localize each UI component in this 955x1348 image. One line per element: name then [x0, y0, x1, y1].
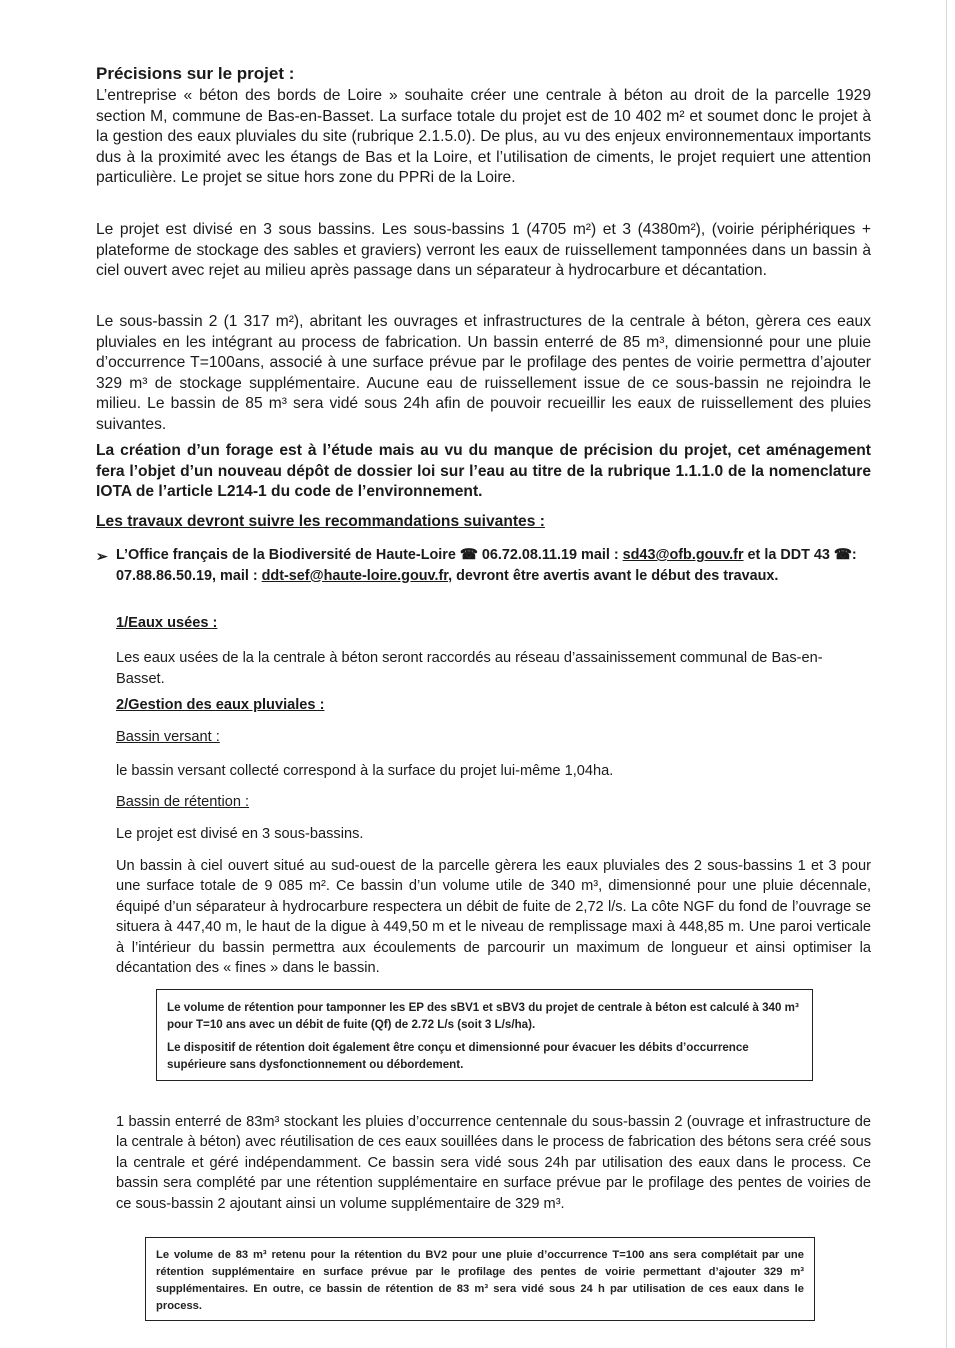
retention-summary-box-1 — [156, 989, 813, 1081]
scan-edge-line — [946, 0, 947, 1348]
paragraph-forage: La création d’un forage est à l’étude mais au vu du manque de précision du projet, cet aménagement fera l’objet d’un nouveau dépôt de dossier loi sur l’eau au titre de la rubrique 1.1.1.0 de la nomenclature IOTA de l’article L214-1 du code de l’environnement. — [96, 442, 871, 501]
email-link-ddt[interactable]: ddt-sef@haute-loire.gouv.fr — [261, 567, 449, 584]
contact-ofb-phone: 06.72.08.11.19 mail : — [477, 547, 623, 563]
recommendations-heading: Les travaux devront suivre les recommandations suivantes : — [96, 513, 545, 530]
section-1-text: Les eaux usées de la la centrale à béton seront raccordés au réseau d’assainissement communal de Bas-en-Basset. — [116, 650, 823, 687]
bassin-versant-heading: Bassin versant : — [116, 729, 220, 745]
phone-icon: ☎ — [459, 547, 478, 563]
bassin-versant-text: le bassin versant collecté correspond à la surface du projet lui-même 1,04ha. — [116, 763, 614, 779]
bassin-retention-intro: Le projet est divisé en 3 sous-bassins. — [116, 826, 364, 842]
paragraph-intro: L’entreprise « béton des bords de Loire » souhaite créer une centrale à béton au droit de la parcelle 1929 section M, commune de Bas-en-Basset. La surface totale du projet est de 10 402 m² et soumet donc le projet à la gestion des eaux pluviales du site (rubrique 2.1.5.0). De plus, au vu des enjeux environnementaux importants dus à la proximité avec les étangs de Bas et la Loire, et l’utilisation de ciments, le projet requiert une attention particulière. Le projet se situe hors zone du PPRi de la Loire. — [96, 87, 871, 187]
contact-ddt-phone: : 07.88.86.50.19, mail : — [116, 547, 857, 584]
contact-warning-text: , devront être avertis avant le début des travaux. — [448, 567, 779, 584]
paragraph-bv2: 1 bassin enterré de 83m³ stockant les pluies d’occurrence centennale du sous-bassin 2 (ouvrage et infrastructure de la centrale à béton) avec réutilisation de ces eaux souillées dans le process de fabrication des bétons sera créé sous la centrale et géré indépendamment. Ce bassin sera vidé sous 24h par utilisation des eaux dans le process. Ce bassin sera complété par une rétention supplémentaire en surface prévue par le profilage des pentes de voiries de ce sous-bassin 2 ajoutant ainsi un volume supplémentaire de 329 m³. — [116, 1114, 871, 1212]
section-2-heading: 2/Gestion des eaux pluviales : — [116, 697, 325, 713]
bullet-arrow-icon: ➢ — [96, 548, 108, 564]
paragraph-sub-basins: Le projet est divisé en 3 sous bassins. Les sous-bassins 1 (4705 m²) et 3 (4380m²), (voirie périphériques + plateforme de stockage des sables et graviers) verront les eaux de ruissellement tamponnées dans un bassin à ciel ouvert avec rejet au milieu après passage dans un séparateur à hydrocarbure et décantation. — [96, 221, 871, 280]
page-title: Précisions sur le projet : — [96, 64, 295, 83]
box-1-line-1: Le volume de rétention pour tamponner les EP des sBV1 et sBV3 du projet de centrale à béton est calculé à 340 m³ pour T=10 ans avec un débit de fuite (Qf) de 2.72 L/s (soit 3 L/s/ha). — [167, 1001, 799, 1031]
email-link-ofb[interactable]: sd43@ofb.gouv.fr — [622, 547, 744, 563]
box-1-line-2: Le dispositif de rétention doit également être conçu et dimensionné pour évacuer les débits d’occurrence supérieure sans dysfonctionnement ou débordement. — [167, 1041, 749, 1071]
retention-summary-box-2: Le volume de 83 m³ retenu pour la rétention du BV2 pour une pluie d’occurrence T=100 ans sera complétait par une rétention supplémentaire en surface prévue par le profilage des pentes de voirie permettant d’ajouter 329 m³ supplémentaires. En outre, ce bassin de rétention de 83 m³ sera vidé sous 24 h par utilisation de ces eaux dans le process. — [145, 1237, 815, 1321]
paragraph-sub-basin-2: Le sous-bassin 2 (1 317 m²), abritant les ouvrages et infrastructures de la centrale à béton, gèrera ces eaux pluviales en les intégrant au process de fabrication. Un bassin enterré de 85 m³, dimensionné pour une pluie d’occurrence T=100ans, associé à une surface prévue par le profilage des pentes de voirie permettra d’ajouter 329 m³ de stockage supplémentaire. Aucune eau de ruissellement issue de ce sous-bassin ne rejoindra le milieu. Le bassin de 85 m³ sera vidé sous 24h afin de pouvoir recueillir les eaux de ruissellement des pluies suivantes. — [96, 313, 871, 433]
bullet-contact-text — [116, 545, 873, 586]
contact-ofb-label: L’Office français de la Biodiversité de Haute-Loire — [116, 547, 460, 563]
section-1-heading: 1/Eaux usées : — [116, 615, 218, 631]
phone-icon: ☎ — [833, 547, 852, 563]
bassin-retention-description: Un bassin à ciel ouvert situé au sud-ouest de la parcelle gèrera les eaux pluviales des 2 sous-bassins 1 et 3 pour une surface totale de 9 085 m². Ce bassin d’un volume utile de 340 m³, dimensionné pour une pluie décennale, équipé d’un séparateur à hydrocarbure respectera un débit de fuite de 2,72 l/s. La côte NGF du fond de l’ouvrage se situera à 447,40 m, le haut de la digue à 449,50 m et le niveau de remplissage maxi à 448,85 m. Une paroi verticale à l’intérieur du bassin permettra aux écoulements de parcourir un maximum de longueur et ainsi optimiser la décantation des « fines » dans le bassin. — [116, 858, 871, 977]
bassin-retention-heading: Bassin de rétention : — [116, 794, 250, 810]
contact-ddt-label: et la DDT 43 — [743, 547, 834, 563]
